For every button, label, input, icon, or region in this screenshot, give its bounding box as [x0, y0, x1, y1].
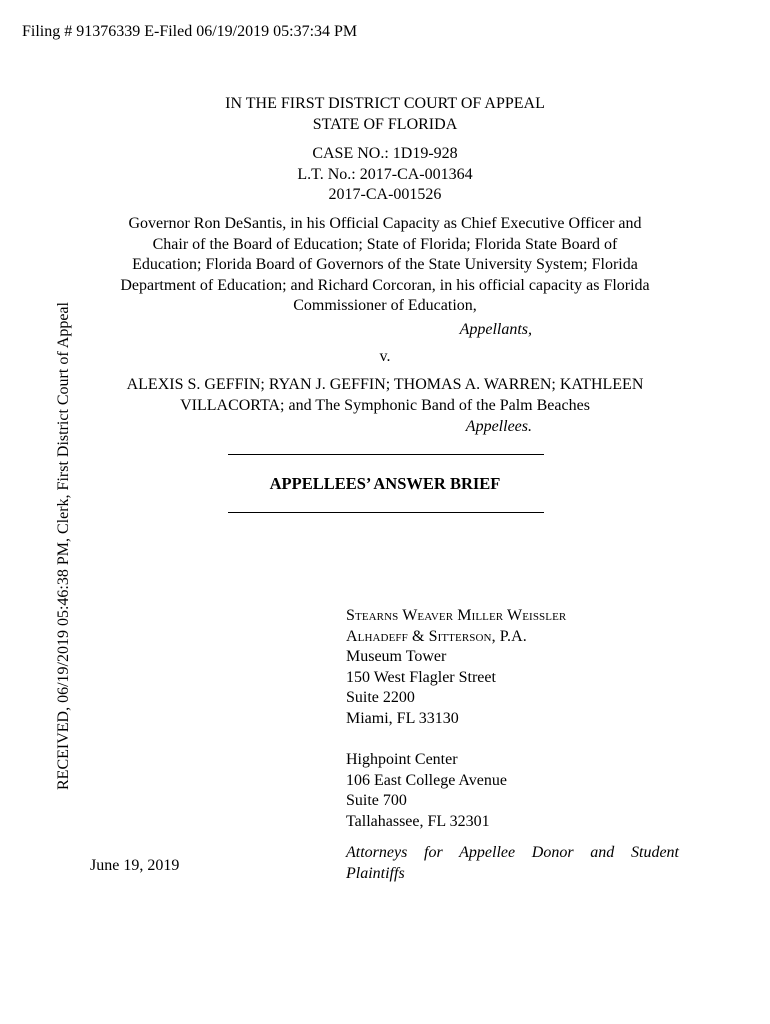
received-stamp: RECEIVED, 06/19/2019 05:46:38 PM, Clerk, First District Court of Appeal — [55, 302, 72, 790]
appellees-line: VILLACORTA; and The Symphonic Band of the Palm Beaches — [180, 396, 590, 414]
address-spacer — [346, 729, 686, 750]
brief-title: APPELLEES’ ANSWER BRIEF — [269, 474, 501, 493]
attorneys-for — [346, 843, 679, 884]
attorneys-for-line-2: Plaintiffs — [346, 864, 405, 882]
law-firm-block — [346, 606, 686, 832]
office-2-line: 106 East College Avenue — [346, 771, 507, 789]
case-numbers — [88, 144, 682, 206]
divider-top — [228, 454, 544, 455]
appellants-line: Governor Ron DeSantis, in his Official Capacity as Chief Executive Officer and — [128, 215, 642, 232]
appellants-line: Education; Florida Board of Governors of the State University System; Florida — [132, 256, 638, 273]
versus: v. — [379, 348, 391, 365]
divider-bottom — [228, 512, 544, 513]
court-state: STATE OF FLORIDA — [312, 115, 458, 133]
office-2-line: Highpoint Center — [346, 751, 458, 768]
office-2-line: Tallahassee, FL 32301 — [346, 812, 490, 830]
lower-tribunal-number: L.T. No.: 2017-CA-001364 — [297, 165, 473, 183]
appellants-line: Department of Education; and Richard Corcoran, in his official capacity as Florida — [120, 276, 650, 294]
appellants-parties — [88, 214, 682, 317]
firm-name-line-2: Alhadeff & Sitterson, P.A. — [346, 627, 527, 645]
office-2-line: Suite 700 — [346, 792, 407, 809]
office-1-line: Museum Tower — [346, 648, 447, 665]
appellees-role: Appellees. — [465, 418, 532, 435]
attorneys-for-line-1: Attorneys for Appellee Donor and Student — [346, 844, 679, 861]
appellants-line: Chair of the Board of Education; State of Florida; Florida State Board of — [152, 235, 618, 253]
appellants-line: Commissioner of Education, — [293, 297, 477, 314]
filing-header: Filing # 91376339 E-Filed 06/19/2019 05:37:34 PM — [22, 23, 358, 40]
filing-date: June 19, 2019 — [90, 857, 180, 874]
lower-tribunal-number-2: 2017-CA-001526 — [328, 186, 442, 203]
court-name: IN THE FIRST DISTRICT COURT OF APPEAL — [225, 95, 545, 112]
appellants-role: Appellants, — [459, 321, 532, 338]
court-title — [88, 94, 682, 135]
firm-name-line-1: Stearns Weaver Miller Weissler — [346, 607, 567, 624]
office-1-line: Miami, FL 33130 — [346, 709, 459, 727]
office-1-line: 150 West Flagler Street — [346, 668, 496, 686]
appellees-line: ALEXIS S. GEFFIN; RYAN J. GEFFIN; THOMAS A. WARREN; KATHLEEN — [126, 376, 644, 393]
case-number: CASE NO.: 1D19-928 — [312, 145, 458, 162]
appellees-parties — [88, 375, 682, 416]
office-1-line: Suite 2200 — [346, 689, 415, 706]
